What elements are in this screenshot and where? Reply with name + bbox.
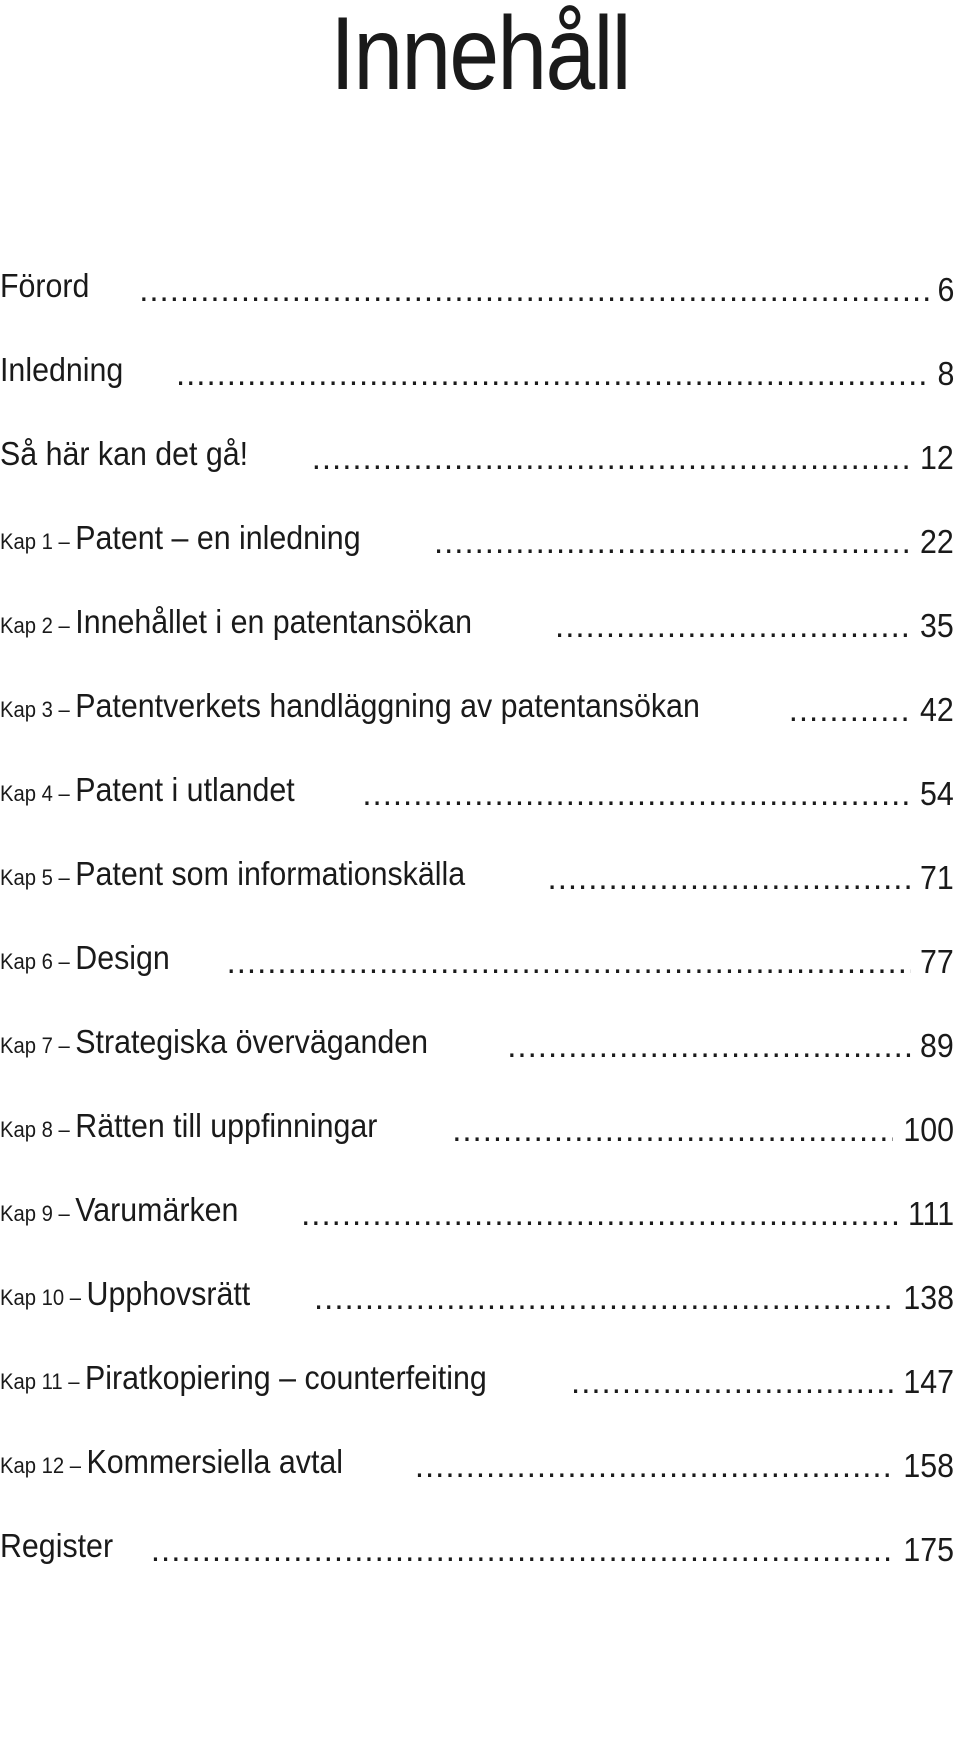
dot-leader	[139, 270, 929, 310]
toc-entry-label: Patentverkets handläggning av patentansökan	[75, 687, 700, 724]
toc-entry-prefix: Kap 10 –	[0, 1285, 82, 1310]
toc-entry-label: Varumärken	[75, 1191, 239, 1228]
toc-entry-label: Patent i utlandet	[75, 771, 295, 808]
dot-leader	[312, 438, 912, 478]
toc-entry-kap-9[interactable]	[0, 1186, 954, 1234]
dot-leader	[362, 774, 911, 814]
toc-entry-prefix: Kap 8 –	[0, 1117, 70, 1142]
toc-entry-sa-har-kan-det-ga[interactable]	[0, 430, 954, 478]
toc-entry-label: Patent som informationskälla	[75, 855, 466, 892]
toc-entry-page: 42	[920, 691, 954, 728]
toc-entry-page: 12	[920, 439, 954, 476]
toc-entry-inledning[interactable]	[0, 346, 954, 394]
toc-entry-page: 138	[903, 1279, 954, 1316]
toc-entry-kap-10[interactable]	[0, 1270, 954, 1318]
toc-entry-label: Strategiska överväganden	[75, 1023, 429, 1060]
toc-entry-page: 35	[920, 607, 954, 644]
dot-leader	[507, 1026, 911, 1066]
toc-entry-forord[interactable]	[0, 262, 954, 310]
dot-leader	[789, 690, 912, 730]
toc-entry-page: 54	[920, 775, 954, 812]
dot-leader	[571, 1362, 893, 1402]
toc-entry-label: Förord	[0, 267, 90, 304]
dot-leader	[415, 1446, 893, 1486]
toc-entry-label: Rätten till uppfinningar	[75, 1107, 378, 1144]
dot-leader	[176, 354, 930, 394]
toc-entry-page: 158	[903, 1447, 954, 1484]
toc-entry-page: 111	[907, 1195, 954, 1232]
toc-entry-page: 8	[937, 355, 954, 392]
toc-entry-kap-3[interactable]	[0, 682, 954, 730]
toc-entry-prefix: Kap 11 –	[0, 1369, 80, 1394]
toc-entry-label: Piratkopiering – counterfeiting	[85, 1359, 487, 1396]
toc-entry-prefix: Kap 2 –	[0, 613, 70, 638]
toc-entry-page: 89	[920, 1027, 954, 1064]
toc-entry-page: 175	[903, 1531, 954, 1568]
toc-entry-kap-1[interactable]	[0, 514, 954, 562]
toc-entry-page: 71	[920, 859, 954, 896]
toc-entry-prefix: Kap 4 –	[0, 781, 70, 806]
page-title: Innehåll	[330, 0, 630, 112]
dot-leader	[301, 1194, 898, 1234]
toc-entry-kap-8[interactable]	[0, 1102, 954, 1150]
toc-entry-label: Register	[0, 1527, 114, 1564]
toc-entry-page: 147	[903, 1363, 954, 1400]
dot-leader	[548, 858, 912, 898]
toc-entry-prefix: Kap 12 –	[0, 1453, 82, 1478]
toc-entry-prefix: Kap 6 –	[0, 949, 70, 974]
toc-entry-label: Patent – en inledning	[75, 519, 361, 556]
dot-leader	[555, 606, 911, 646]
toc-entry-label: Kommersiella avtal	[86, 1443, 344, 1480]
toc-entry-kap-7[interactable]	[0, 1018, 954, 1066]
toc-entry-kap-6[interactable]	[0, 934, 954, 982]
dot-leader	[151, 1530, 893, 1570]
toc-entry-prefix: Kap 7 –	[0, 1033, 70, 1058]
dot-leader	[227, 942, 912, 982]
toc-entry-kap-5[interactable]	[0, 850, 954, 898]
toc-entry-page: 100	[903, 1111, 954, 1148]
toc-entry-page: 22	[920, 523, 954, 560]
toc-entry-label: Design	[75, 939, 170, 976]
toc-entry-prefix: Kap 3 –	[0, 697, 70, 722]
toc-entry-register[interactable]	[0, 1522, 954, 1570]
toc-entry-prefix: Kap 5 –	[0, 865, 70, 890]
toc-entry-prefix: Kap 1 –	[0, 529, 70, 554]
toc-entry-page: 77	[920, 943, 954, 980]
toc-entry-page: 6	[937, 271, 954, 308]
dot-leader	[452, 1110, 893, 1150]
toc-entry-label: Innehållet i en patentansökan	[75, 603, 472, 640]
toc-entry-label: Upphovsrätt	[86, 1275, 251, 1312]
toc-entry-prefix: Kap 9 –	[0, 1201, 70, 1226]
toc-entry-kap-12[interactable]	[0, 1438, 954, 1486]
dot-leader	[434, 522, 911, 562]
toc-entry-label: Inledning	[0, 351, 124, 388]
toc-entry-kap-2[interactable]	[0, 598, 954, 646]
dot-leader	[314, 1278, 893, 1318]
toc-entry-label: Så här kan det gå!	[0, 435, 249, 472]
toc-entry-kap-4[interactable]	[0, 766, 954, 814]
toc-entry-kap-11[interactable]	[0, 1354, 954, 1402]
